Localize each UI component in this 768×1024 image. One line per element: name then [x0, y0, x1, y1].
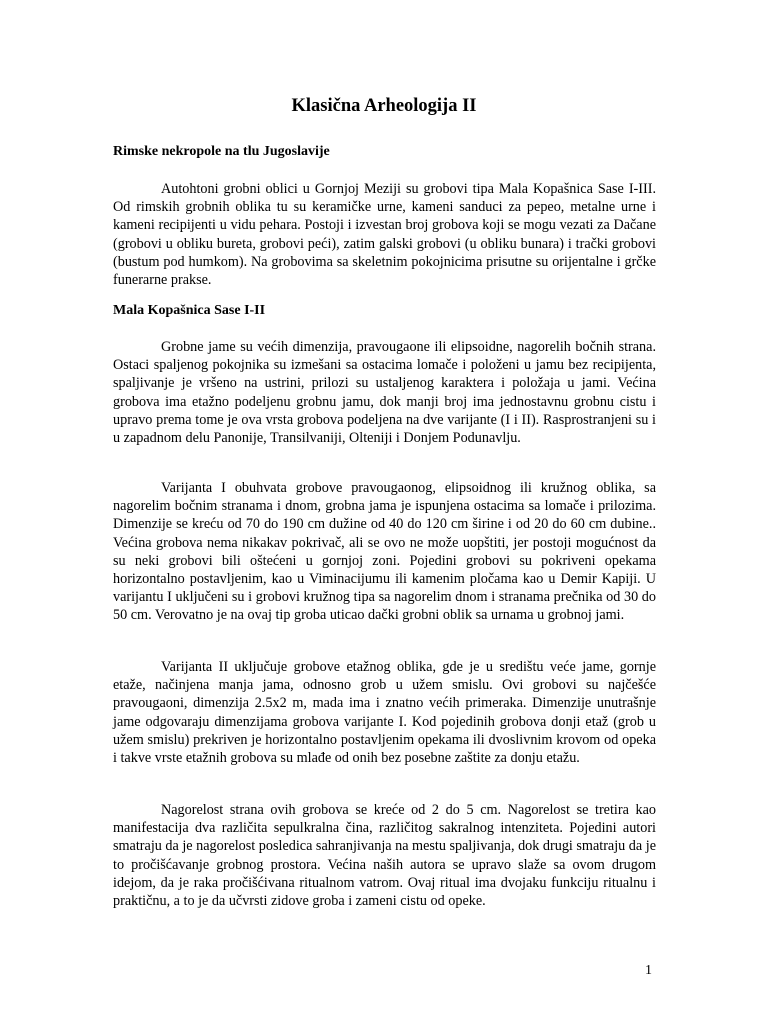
page-number: 1 — [645, 963, 652, 978]
paragraph-autochthonous-graves: Autohtoni grobni oblici u Gornjoj Meziji su grobovi tipa Mala Kopašnica Sase I-III. Od rimskih grobnih oblika tu su keramičke urne, kameni sanduci za pepeo, metalne urne i kameni recipijenti u vidu pehara. Postoji i izvestan broj grobova koji se mogu vezati za Dačane (grobovi u obliku bureta, grobovi peći), zatim galski grobovi (u obliku bunara) i trački grobovi (bustum pod humkom). Na grobovima sa skeletnim pokojnicima prisutne su orijentalne i grčke funerarne prakse. — [113, 181, 656, 289]
paragraph-variant-one: Varijanta I obuhvata grobove pravougaonog, elipsoidnog ili kružnog oblika, sa nagorelim bočnim stranama i dnom, grobna jama je ispunjena ostacima sa lomače i prilozima. Dimenzije se kreću od 70 do 190 cm dužine od 40 do 120 cm širine i od 20 do 60 cm dubine.. Većina grobova nema nikakav pokrivač, ali se ovo ne može uopštiti, jer postoji mogućnost da su neki grobovi bili oštećeni u gornjoj zoni. Pojedini grobovi su pokriveni opekama horizontalno postavljenim, kao u Viminacijumu ili kamenim pločama kao u Demir Kapiji. U varijantu I uključeni su i grobovi kružnog tipa sa nagorelim dnom i stranama prečnika od 30 do 50 cm. Verovatno je na ovaj tip groba uticao dački grobni oblik sa urnama u grobnoj jami. — [113, 480, 656, 624]
section-heading-mala-kopasnica: Mala Kopašnica Sase I-II — [113, 303, 266, 318]
paragraph-grave-pits: Grobne jame su većih dimenzija, pravougaone ili elipsoidne, nagorelih bočnih strana. Ostaci spaljenog pokojnika su izmešani sa ostacima lomače i položeni u jamu bez recipijenta, spaljivanje je vršeno na ustrini, prilozi su ustaljenog karaktera i položaja u jami. Većina grobova ima etažno podeljenu grobnu jamu, dok manji broj ima jednostavnu grobnu cistu i upravo prema tome je ova vrsta grobova podeljena na dve varijante (I i II). Rasprostranjeni su i u zapadnom delu Panonije, Transilvaniji, Olteniji i Donjem Podunavlju. — [113, 339, 656, 447]
section-heading-roman-necropolises: Rimske nekropole na tlu Jugoslavije — [113, 144, 330, 159]
paragraph-variant-two: Varijanta II uključuje grobove etažnog oblika, gde je u središtu veće jame, gornje etaže, načinjena manja jama, odnosno grob u užem smislu. Ovi grobovi su najčešće pravougaoni, dimenzija 2.5x2 m, mada ima i znatno većih primeraka. Dimenzije unutrašnje jame odgovaraju dimenzijama grobova varijante I. Kod pojedinih grobova donji etaž (grob u užem smislu) prekriven je horizontalno postavljenim opekama ili dvoslivnim krovom od opeka i takve vrste etažnih grobova su mlađe od onih bez posebne zaštite za donju etažu. — [113, 659, 656, 767]
paragraph-burnt-sides: Nagorelost strana ovih grobova se kreće od 2 do 5 cm. Nagorelost se tretira kao manifestacija dva različita sepulkralna čina, različitog sakralnog intenziteta. Pojedini autori smatraju da je nagorelost posledica sahranjivanja na mestu spaljivanja, dok drugi smatraju da je to pročišćavanje grobnog prostora. Većina naših autora se upravo slaže sa ovom drugom idejom, da je raka pročišćivana ritualnom vatrom. Ovaj ritual ima dvojaku funkciju ritualnu i praktičnu, a to je da učvrsti zidove groba i zameni cistu od opeke. — [113, 802, 656, 910]
document-title: Klasična Arheologija II — [291, 96, 477, 116]
